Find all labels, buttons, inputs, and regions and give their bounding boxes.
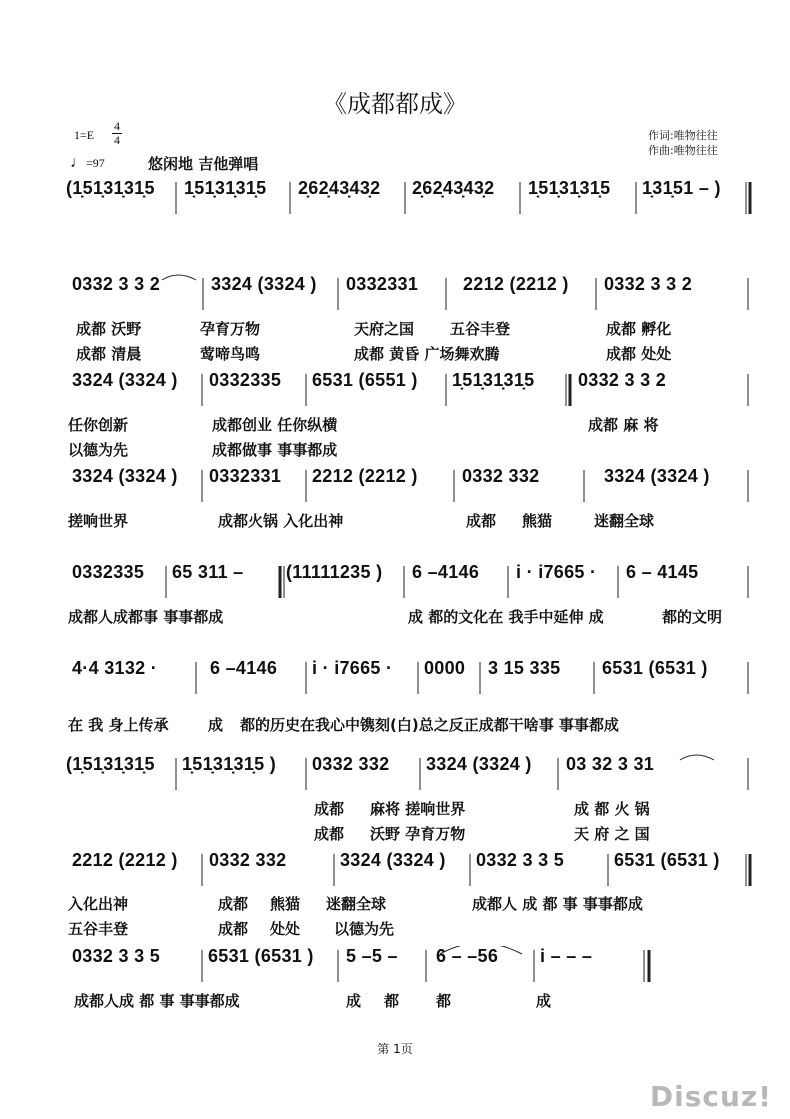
measure: 2212 (2212 ) (312, 466, 418, 486)
key-signature: 1=E (74, 128, 95, 142)
notation-row (0, 754, 790, 798)
measure: 0332331 (346, 274, 419, 294)
measure: 0332335 (72, 562, 145, 582)
measure: 3324 (3324 ) (72, 466, 178, 486)
lyric-text: 都的历史在我心中镌刻(白)总之反正成都干啥事 事事都成 (240, 716, 619, 734)
measure: 6531 (6531 ) (208, 946, 314, 966)
lyric-text: 沃野 孕育万物 (370, 825, 466, 843)
measure: 2212 (2212 ) (463, 274, 569, 294)
measure: 1̣51̣31̣31̣5 (528, 178, 611, 198)
measure: 3324 (3324 ) (426, 754, 532, 774)
lyric-text: 以德为先 (334, 920, 395, 938)
lyric-text: 成都创业 任你纵横 (212, 416, 338, 434)
lyric-text: 迷翻全球 (594, 512, 655, 530)
lyric-text: 成都 处处 (606, 345, 672, 363)
measure: 0332 332 (312, 754, 390, 774)
notation-row (0, 562, 790, 606)
measure: 0332 332 (209, 850, 287, 870)
lyric-text: 迷翻全球 (326, 895, 387, 913)
measure: 3324 (3324 ) (72, 370, 178, 390)
lyric-text: 五谷丰登 (68, 920, 129, 938)
measure: 6 – –56 (436, 946, 499, 966)
credits (648, 128, 718, 158)
measure: 3 15 335 (488, 658, 561, 678)
measure: 0332 3 3 2 (604, 274, 693, 294)
measure: 2̣62̣43̣43̣2 (298, 178, 381, 198)
quarter-note-icon: ♩ (70, 154, 86, 171)
lyric-text: 麻将 搓响世界 (370, 800, 466, 818)
measure: 1̣51̣31̣31̣5 (184, 178, 267, 198)
notation-row (0, 370, 790, 414)
lyric-text: 成都 清晨 (76, 345, 142, 363)
measure: 6531 (6551 ) (312, 370, 418, 390)
measure: 1̣31̣51 – ) (642, 178, 721, 198)
measure: 2̣62̣43̣43̣2 (412, 178, 495, 198)
lyric-text: 成都 (466, 512, 497, 530)
notation-row (0, 658, 790, 702)
composer: 作曲:唯物往往 (648, 144, 718, 157)
measure: 0332331 (209, 466, 282, 486)
tempo-marking (70, 154, 105, 172)
lyric-text: 成都人成都事 事事都成 (68, 608, 224, 626)
measure: (11111235 ) (286, 562, 383, 582)
tempo-value: =97 (86, 156, 105, 170)
lyric-text: 以德为先 (68, 441, 129, 459)
measure: 0332 3 3 5 (72, 946, 161, 966)
measure: 4·4 3132 · (72, 658, 158, 678)
lyricist: 作词:唯物往往 (648, 129, 718, 142)
measure: 0332 332 (462, 466, 540, 486)
time-top: 4 (114, 119, 120, 133)
measure: 0332 3 3 2 (578, 370, 667, 390)
lyric-text: 成 都的文化在 我手中延伸 成 (408, 608, 604, 626)
lyric-text: 任你创新 (68, 416, 129, 434)
lyric-text: 莺啼鸟鸣 (200, 345, 261, 363)
lyric-text: 入化出神 (68, 895, 129, 913)
lyric-text: 都的文明 (662, 608, 723, 626)
measure: 0332335 (209, 370, 282, 390)
lyric-text: 成都 麻 将 (588, 416, 659, 434)
lyric-text: 成都 孵化 (606, 320, 672, 338)
measure: 1̣51̣31̣31̣5 (452, 370, 535, 390)
measure: 6531 (6531 ) (602, 658, 708, 678)
measure: 3324 (3324 ) (211, 274, 317, 294)
measure: 6 –4146 (210, 658, 278, 678)
lyric-text: 成都 沃野 (76, 320, 142, 338)
lyric-text: 搓响世界 (68, 512, 129, 530)
measure: 6 – 4145 (626, 562, 699, 582)
lyric-text: 成都 (314, 825, 345, 843)
lyric-text: 成都 (218, 920, 249, 938)
measure: (1̣51̣31̣31̣5 (66, 178, 155, 198)
lyric-text: 成都做事 事事都成 (212, 441, 338, 459)
measure: 03 32 3 31 (566, 754, 655, 774)
measure: i · i7665 · (516, 562, 597, 582)
notation-row (0, 466, 790, 510)
lyric-text: 都 (436, 992, 452, 1010)
watermark: Discuz! (649, 1080, 772, 1113)
performance-style: 悠闲地 吉他弹唱 (148, 155, 259, 173)
lyric-text: 成都火锅 入化出神 (218, 512, 344, 530)
notation-row (0, 850, 790, 894)
measure: 3324 (3324 ) (340, 850, 446, 870)
measure: 0000 (424, 658, 466, 678)
lyric-text: 处处 (270, 920, 301, 938)
notation-row (0, 274, 790, 318)
lyric-text: 熊猫 (522, 512, 553, 530)
lyric-text: 五谷丰登 (450, 320, 511, 338)
measure: i – – – (540, 946, 593, 966)
lyric-text: 成都人 成 都 事 事事都成 (472, 895, 643, 913)
measure: 2212 (2212 ) (72, 850, 178, 870)
lyric-text: 天府之国 (354, 320, 415, 338)
measure: 5 –5 – (346, 946, 398, 966)
lyric-text: 在 我 身上传承 (68, 716, 169, 734)
lyric-text: 都 (384, 992, 400, 1010)
lyric-text: 成都 (218, 895, 249, 913)
lyric-text: 成 都 火 锅 (574, 800, 650, 818)
measure: (1̣51̣31̣31̣5 (66, 754, 155, 774)
lyric-text: 天 府 之 国 (574, 825, 650, 843)
lyric-text: 熊猫 (270, 895, 301, 913)
measure: 1̣51̣31̣31̣5 ) (182, 754, 277, 774)
time-signature (112, 120, 122, 147)
song-title: 《成都都成》 (323, 90, 467, 118)
measure: 65 311 – (172, 562, 244, 582)
measure: 0332 3 3 5 (476, 850, 565, 870)
lyric-text: 成都 (314, 800, 345, 818)
notation-row (0, 946, 790, 990)
lyric-text: 成都人成 都 事 事事都成 (74, 992, 240, 1010)
lyric-text: 成 (536, 992, 552, 1010)
lyric-text: 成 (208, 716, 224, 734)
measure: 6 –4146 (412, 562, 480, 582)
lyric-text: 成都 黄昏 广场舞欢腾 (354, 345, 500, 363)
time-bottom: 4 (114, 133, 120, 147)
lyric-text: 孕育万物 (200, 320, 261, 338)
measure: 3324 (3324 ) (604, 466, 710, 486)
measure: 6531 (6531 ) (614, 850, 720, 870)
measure: i · i7665 · (312, 658, 393, 678)
lyric-text: 成 (346, 992, 362, 1010)
page-number: 第 1页 (377, 1042, 413, 1056)
notation-row (0, 178, 790, 222)
measure: 0332 3 3 2 (72, 274, 161, 294)
